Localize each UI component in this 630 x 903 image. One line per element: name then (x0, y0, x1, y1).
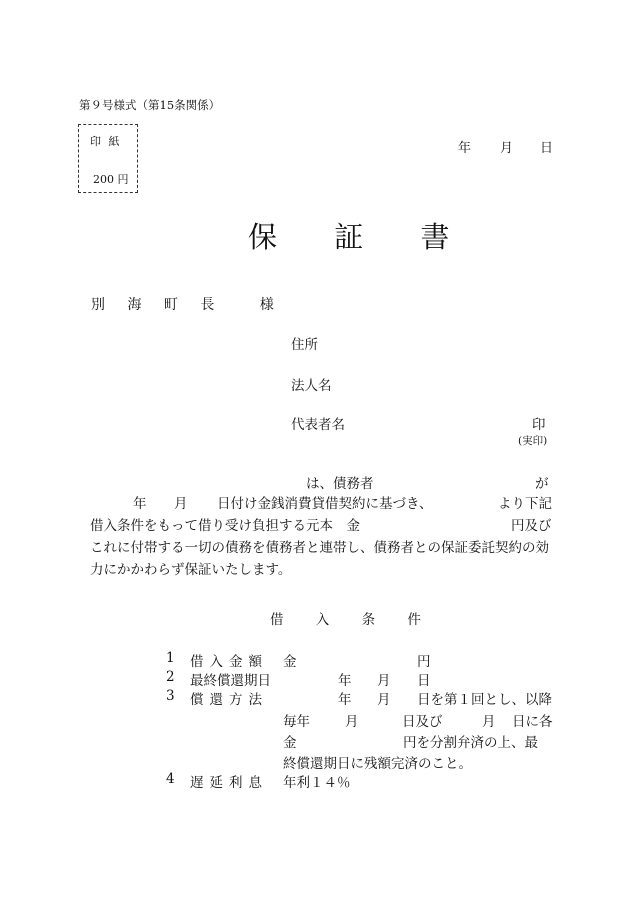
item4-number: 4 (166, 771, 175, 787)
item2-month: 月 (377, 673, 391, 689)
body-line2-year: 年 (133, 496, 147, 512)
item3-text2: 日及び (402, 714, 443, 730)
item3-year: 年 (338, 692, 352, 708)
item2-day: 日 (417, 673, 431, 689)
conditions-title: 借 入 条 件 (270, 612, 435, 628)
item4-label: 遅延利息 (190, 775, 268, 791)
body-line2-month: 月 (174, 496, 188, 512)
body-line5: 力にかかわらず保証いたします。 (90, 562, 292, 578)
seal-mark: 印 (532, 417, 546, 433)
item3-each-year: 毎年 (283, 714, 310, 730)
item3-number: 3 (166, 688, 175, 704)
item1-unit: 円 (417, 654, 431, 670)
item3-text4: 円を分割弁済の上、最 (403, 735, 538, 751)
body-line1-b: が (535, 476, 549, 492)
item1-number: 1 (166, 650, 175, 666)
item3-prefix: 金 (283, 735, 297, 751)
item3-month: 月 (377, 692, 391, 708)
body-line1-a: は、債務者 (306, 476, 374, 492)
item2-number: 2 (166, 669, 175, 685)
item1-label: 借入金額 (190, 654, 268, 670)
item3-text1: 日を第１回とし、以降 (417, 692, 552, 708)
form-number: 第９号様式（第15条関係） (79, 98, 221, 112)
seal-note: (実印) (518, 435, 548, 447)
address-label: 住所 (291, 337, 318, 353)
stamp-price: 200 円 (93, 173, 129, 186)
corporation-name-label: 法人名 (291, 378, 332, 394)
item3-text5: 終償還期日に残額完済のこと。 (283, 756, 472, 772)
item1-prefix: 金 (283, 654, 297, 670)
item3-each-month: 月 (345, 714, 359, 730)
body-line2-end: より下記 (498, 496, 552, 512)
item3-month2: 月 (482, 714, 496, 730)
body-line3-text: 借入条件をもって借り受け負担する元本 金 (90, 518, 360, 534)
stamp-label: 印 紙 (90, 135, 122, 148)
date-year-label: 年 (458, 141, 472, 156)
item2-year: 年 (338, 673, 352, 689)
body-line3-end: 円及び (511, 518, 552, 534)
addressee: 別 海 町 長 様 (91, 297, 283, 313)
body-line4: これに付帯する一切の債務を債務者と連帯し、債務者との保証委託契約の効 (90, 540, 549, 556)
item3-text3: 日に各 (512, 714, 553, 730)
item2-label: 最終償還期日 (190, 673, 271, 689)
representative-label: 代表者名 (291, 417, 345, 433)
body-line2-text: 日付け金銭消費貸借契約に基づき、 (217, 496, 433, 512)
date-day-label: 日 (540, 141, 554, 156)
item4-value: 年利１４％ (283, 775, 351, 791)
document-title: 保 証 書 (248, 220, 474, 254)
item3-label: 償還方法 (190, 692, 268, 708)
date-month-label: 月 (500, 141, 514, 156)
